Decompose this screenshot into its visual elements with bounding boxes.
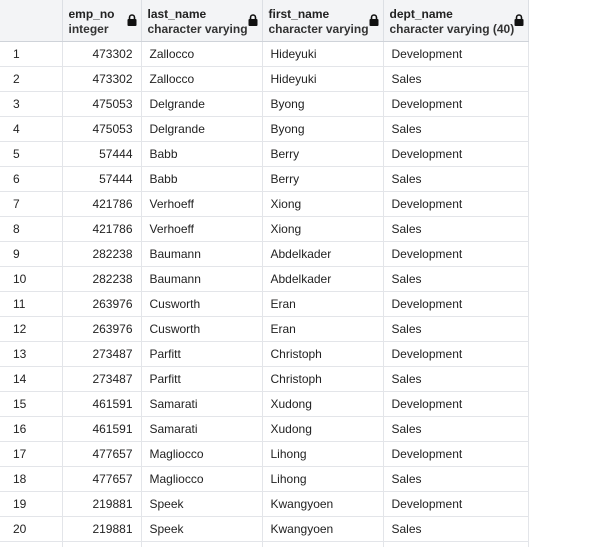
cell-first-name[interactable]: Abdelkader (262, 266, 383, 291)
row-index[interactable]: 8 (0, 216, 62, 241)
cell-dept-name[interactable]: Development (383, 441, 528, 466)
row-index[interactable]: 17 (0, 441, 62, 466)
lock-icon (248, 14, 258, 26)
row-index[interactable]: 6 (0, 166, 62, 191)
cell-last-name[interactable]: Delgrande (141, 116, 262, 141)
cell-first-name[interactable]: Christoph (262, 341, 383, 366)
column-header-dept-name[interactable] (383, 0, 528, 41)
row-index[interactable]: 15 (0, 391, 62, 416)
cell-emp-no[interactable]: 421786 (62, 216, 141, 241)
cell-last-name[interactable]: Verhoeff (141, 216, 262, 241)
cell-last-name[interactable]: Magliocco (141, 441, 262, 466)
row-index[interactable]: 11 (0, 291, 62, 316)
row-index[interactable]: 4 (0, 116, 62, 141)
cell-first-name[interactable]: Kwangyoen (262, 516, 383, 541)
row-index[interactable]: 2 (0, 66, 62, 91)
cell-dept-name[interactable]: Sales (383, 66, 528, 91)
cell-dept-name[interactable]: Sales (383, 416, 528, 441)
table-row[interactable] (0, 491, 528, 516)
table-row[interactable] (0, 341, 528, 366)
cell-last-name[interactable]: Cusworth (141, 316, 262, 341)
row-index[interactable]: 19 (0, 491, 62, 516)
cell-dept-name[interactable]: Sales (383, 216, 528, 241)
cell-first-name[interactable]: Berry (262, 166, 383, 191)
cell-emp-no[interactable]: 219881 (62, 516, 141, 541)
lock-icon (127, 14, 137, 26)
cell-first-name[interactable]: Xudong (262, 416, 383, 441)
row-index[interactable]: 1 (0, 41, 62, 66)
row-index[interactable]: 5 (0, 141, 62, 166)
table-cell[interactable] (141, 541, 262, 547)
table-cell[interactable] (0, 541, 62, 547)
row-index[interactable]: 7 (0, 191, 62, 216)
cell-dept-name[interactable]: Development (383, 341, 528, 366)
column-header-emp-no[interactable] (62, 0, 141, 41)
table-cell[interactable] (262, 541, 383, 547)
cell-emp-no[interactable]: 263976 (62, 291, 141, 316)
table-row[interactable] (0, 166, 528, 191)
cell-last-name[interactable]: Verhoeff (141, 191, 262, 216)
cell-emp-no[interactable]: 473302 (62, 66, 141, 91)
cell-first-name[interactable]: Lihong (262, 466, 383, 491)
cell-dept-name[interactable]: Sales (383, 366, 528, 391)
column-type: integer (68, 22, 109, 36)
row-index[interactable]: 10 (0, 266, 62, 291)
cell-dept-name[interactable]: Sales (383, 316, 528, 341)
cell-emp-no[interactable]: 461591 (62, 416, 141, 441)
column-header-last-name[interactable] (141, 0, 262, 41)
cell-first-name[interactable]: Christoph (262, 366, 383, 391)
column-type: character varying (147, 22, 248, 36)
cell-dept-name[interactable]: Development (383, 241, 528, 266)
cell-emp-no[interactable]: 57444 (62, 166, 141, 191)
cell-first-name[interactable]: Eran (262, 291, 383, 316)
cell-last-name[interactable]: Speek (141, 516, 262, 541)
cell-last-name[interactable]: Baumann (141, 241, 262, 266)
cell-emp-no[interactable]: 263976 (62, 316, 141, 341)
cell-emp-no[interactable]: 219881 (62, 491, 141, 516)
row-index[interactable]: 14 (0, 366, 62, 391)
header-row (0, 0, 528, 41)
cell-emp-no[interactable]: 282238 (62, 266, 141, 291)
row-index[interactable]: 12 (0, 316, 62, 341)
cell-first-name[interactable]: Lihong (262, 441, 383, 466)
cell-dept-name[interactable]: Sales (383, 116, 528, 141)
table-row[interactable] (0, 441, 528, 466)
cell-first-name[interactable]: Hideyuki (262, 41, 383, 66)
cell-first-name[interactable]: Hideyuki (262, 66, 383, 91)
table-row[interactable] (0, 391, 528, 416)
cell-emp-no[interactable]: 475053 (62, 91, 141, 116)
cell-first-name[interactable]: Eran (262, 316, 383, 341)
table-row[interactable] (0, 416, 528, 441)
cell-dept-name[interactable]: Development (383, 391, 528, 416)
cell-emp-no[interactable]: 282238 (62, 241, 141, 266)
column-type: character varying (40) (389, 22, 515, 36)
table-row[interactable] (0, 291, 528, 316)
row-index[interactable]: 20 (0, 516, 62, 541)
cell-last-name[interactable]: Parfitt (141, 341, 262, 366)
cell-last-name[interactable]: Cusworth (141, 291, 262, 316)
cell-dept-name[interactable]: Development (383, 41, 528, 66)
cell-last-name[interactable]: Zallocco (141, 41, 262, 66)
table-row[interactable] (0, 466, 528, 491)
row-index[interactable]: 3 (0, 91, 62, 116)
table-row[interactable] (0, 541, 528, 547)
table-row[interactable] (0, 141, 528, 166)
cell-last-name[interactable]: Samarati (141, 391, 262, 416)
cell-emp-no[interactable]: 475053 (62, 116, 141, 141)
cell-last-name[interactable]: Babb (141, 166, 262, 191)
results-body (0, 41, 528, 547)
cell-emp-no[interactable]: 477657 (62, 466, 141, 491)
cell-emp-no[interactable]: 57444 (62, 141, 141, 166)
column-name: emp_no (68, 7, 115, 21)
cell-emp-no[interactable]: 273487 (62, 341, 141, 366)
table-row[interactable] (0, 41, 528, 66)
cell-first-name[interactable]: Abdelkader (262, 241, 383, 266)
cell-first-name[interactable]: Berry (262, 141, 383, 166)
column-header-first-name[interactable] (262, 0, 383, 41)
table-cell[interactable] (383, 541, 528, 547)
table-row[interactable] (0, 116, 528, 141)
cell-first-name[interactable]: Xiong (262, 191, 383, 216)
lock-icon (369, 14, 379, 26)
cell-last-name[interactable]: Samarati (141, 416, 262, 441)
table-cell[interactable] (62, 541, 141, 547)
table-row[interactable] (0, 366, 528, 391)
cell-dept-name[interactable]: Development (383, 291, 528, 316)
table-row[interactable] (0, 66, 528, 91)
cell-first-name[interactable]: Kwangyoen (262, 491, 383, 516)
table-row[interactable] (0, 241, 528, 266)
cell-emp-no[interactable]: 473302 (62, 41, 141, 66)
cell-dept-name[interactable]: Development (383, 141, 528, 166)
cell-dept-name[interactable]: Development (383, 91, 528, 116)
cell-dept-name[interactable]: Sales (383, 166, 528, 191)
cell-dept-name[interactable]: Sales (383, 466, 528, 491)
cell-last-name[interactable]: Babb (141, 141, 262, 166)
column-type: character varying (268, 22, 369, 36)
table-row[interactable] (0, 91, 528, 116)
cell-last-name[interactable]: Zallocco (141, 66, 262, 91)
row-index[interactable]: 16 (0, 416, 62, 441)
row-index[interactable]: 18 (0, 466, 62, 491)
cell-dept-name[interactable]: Development (383, 491, 528, 516)
cell-last-name[interactable]: Magliocco (141, 466, 262, 491)
cell-emp-no[interactable]: 421786 (62, 191, 141, 216)
column-name: dept_name (389, 7, 453, 21)
cell-dept-name[interactable]: Development (383, 191, 528, 216)
cell-emp-no[interactable]: 273487 (62, 366, 141, 391)
cell-emp-no[interactable]: 477657 (62, 441, 141, 466)
cell-first-name[interactable]: Xiong (262, 216, 383, 241)
table-row[interactable] (0, 216, 528, 241)
column-name: last_name (147, 7, 207, 21)
cell-dept-name[interactable]: Sales (383, 516, 528, 541)
cell-last-name[interactable]: Delgrande (141, 91, 262, 116)
column-name: first_name (268, 7, 330, 21)
lock-icon (514, 14, 524, 26)
table-row[interactable] (0, 516, 528, 541)
row-index[interactable]: 13 (0, 341, 62, 366)
cell-last-name[interactable]: Baumann (141, 266, 262, 291)
table-row[interactable] (0, 191, 528, 216)
cell-first-name[interactable]: Xudong (262, 391, 383, 416)
cell-last-name[interactable]: Speek (141, 491, 262, 516)
cell-first-name[interactable]: Byong (262, 116, 383, 141)
cell-dept-name[interactable]: Sales (383, 266, 528, 291)
row-index-header[interactable] (0, 0, 62, 41)
cell-last-name[interactable]: Parfitt (141, 366, 262, 391)
cell-first-name[interactable]: Byong (262, 91, 383, 116)
row-index[interactable]: 9 (0, 241, 62, 266)
cell-emp-no[interactable]: 461591 (62, 391, 141, 416)
table-row[interactable] (0, 316, 528, 341)
table-row[interactable] (0, 266, 528, 291)
